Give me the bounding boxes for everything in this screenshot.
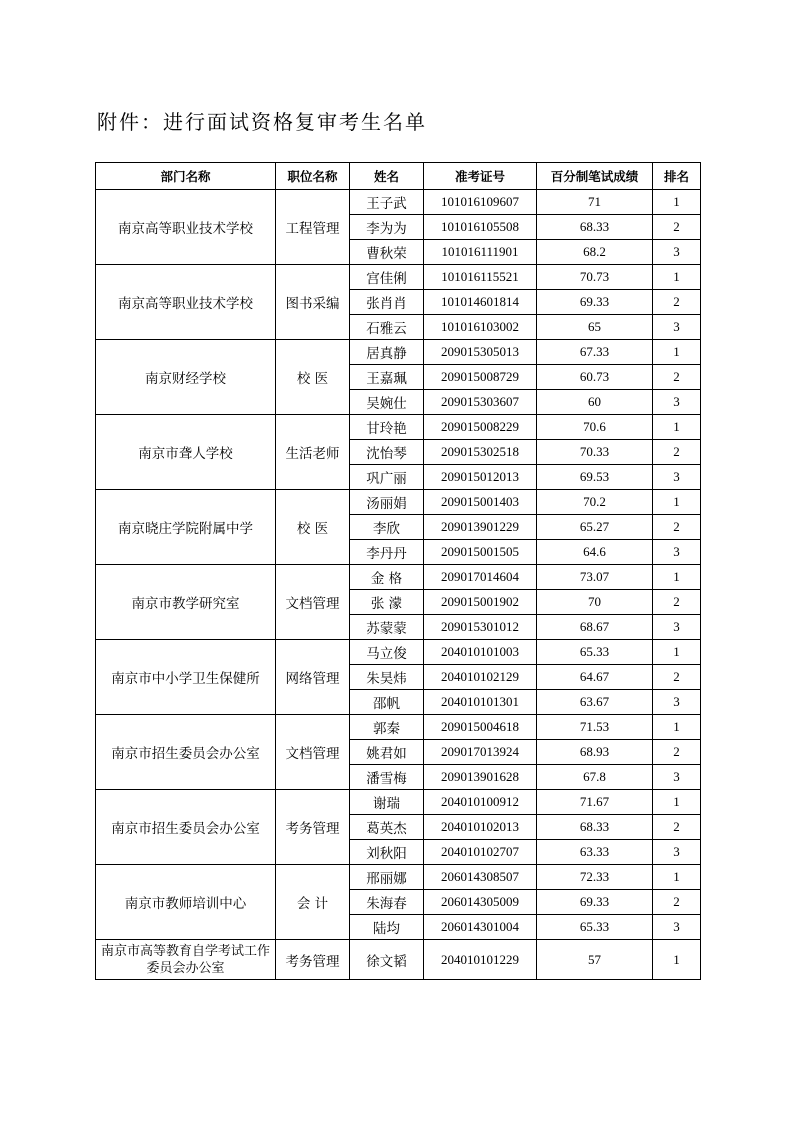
exam-id-cell: 206014305009: [424, 890, 537, 915]
table-row: [96, 190, 701, 215]
rank-cell: 1: [653, 265, 701, 290]
table-row: [96, 565, 701, 590]
rank-cell: 2: [653, 515, 701, 540]
name-cell: 马立俊: [350, 640, 424, 665]
rank-cell: 3: [653, 690, 701, 715]
exam-id-cell: 209015008229: [424, 415, 537, 440]
name-cell: 葛英杰: [350, 815, 424, 840]
header-score: 百分制笔试成绩: [537, 163, 653, 190]
score-cell: 69.53: [537, 465, 653, 490]
position-cell: 校 医: [276, 340, 350, 415]
dept-cell: 南京高等职业技术学校: [96, 265, 276, 340]
score-cell: 65.27: [537, 515, 653, 540]
name-cell: 潘雪梅: [350, 765, 424, 790]
table-row: [96, 340, 701, 365]
rank-cell: 2: [653, 740, 701, 765]
table-row: [96, 640, 701, 665]
name-cell: 朱海春: [350, 890, 424, 915]
position-cell: 会 计: [276, 865, 350, 940]
table-row: [96, 865, 701, 890]
score-cell: 68.93: [537, 740, 653, 765]
exam-id-cell: 206014301004: [424, 915, 537, 940]
score-cell: 68.33: [537, 215, 653, 240]
score-cell: 65.33: [537, 915, 653, 940]
table-row: [96, 715, 701, 740]
name-cell: 邵帆: [350, 690, 424, 715]
rank-cell: 3: [653, 540, 701, 565]
exam-id-cell: 204010102129: [424, 665, 537, 690]
score-cell: 68.33: [537, 815, 653, 840]
position-cell: 文档管理: [276, 565, 350, 640]
exam-id-cell: 204010100912: [424, 790, 537, 815]
score-cell: 60.73: [537, 365, 653, 390]
dept-cell: 南京市聋人学校: [96, 415, 276, 490]
rank-cell: 3: [653, 240, 701, 265]
dept-cell: 南京市教师培训中心: [96, 865, 276, 940]
name-cell: 石雅云: [350, 315, 424, 340]
exam-id-cell: 209015008729: [424, 365, 537, 390]
name-cell: 王嘉珮: [350, 365, 424, 390]
dept-cell: 南京市招生委员会办公室: [96, 715, 276, 790]
rank-cell: 2: [653, 665, 701, 690]
score-cell: 70.6: [537, 415, 653, 440]
name-cell: 汤丽娟: [350, 490, 424, 515]
score-cell: 71.53: [537, 715, 653, 740]
exam-id-cell: 209015012013: [424, 465, 537, 490]
table-body: [96, 190, 701, 980]
position-cell: 校 医: [276, 490, 350, 565]
exam-id-cell: 209013901229: [424, 515, 537, 540]
exam-id-cell: 204010102013: [424, 815, 537, 840]
header-rank: 排名: [653, 163, 701, 190]
position-cell: 考务管理: [276, 940, 350, 980]
position-cell: 考务管理: [276, 790, 350, 865]
score-cell: 73.07: [537, 565, 653, 590]
dept-cell: 南京市教学研究室: [96, 565, 276, 640]
name-cell: 张 濛: [350, 590, 424, 615]
rank-cell: 2: [653, 890, 701, 915]
header-position: 职位名称: [276, 163, 350, 190]
rank-cell: 3: [653, 840, 701, 865]
table-row: [96, 490, 701, 515]
score-cell: 67.8: [537, 765, 653, 790]
header-exam-id: 准考证号: [424, 163, 537, 190]
rank-cell: 2: [653, 815, 701, 840]
name-cell: 谢瑞: [350, 790, 424, 815]
exam-id-cell: 209015001505: [424, 540, 537, 565]
rank-cell: 2: [653, 290, 701, 315]
position-cell: 图书采编: [276, 265, 350, 340]
score-cell: 64.6: [537, 540, 653, 565]
exam-id-cell: 204010101003: [424, 640, 537, 665]
header-name: 姓名: [350, 163, 424, 190]
name-cell: 朱昊炜: [350, 665, 424, 690]
rank-cell: 1: [653, 490, 701, 515]
name-cell: 王子武: [350, 190, 424, 215]
exam-id-cell: 209015302518: [424, 440, 537, 465]
name-cell: 刘秋阳: [350, 840, 424, 865]
name-cell: 邢丽娜: [350, 865, 424, 890]
score-cell: 68.2: [537, 240, 653, 265]
exam-id-cell: 209017014604: [424, 565, 537, 590]
rank-cell: 2: [653, 215, 701, 240]
table-row: [96, 415, 701, 440]
score-cell: 65.33: [537, 640, 653, 665]
rank-cell: 2: [653, 590, 701, 615]
rank-cell: 1: [653, 415, 701, 440]
rank-cell: 3: [653, 465, 701, 490]
rank-cell: 3: [653, 915, 701, 940]
score-cell: 65: [537, 315, 653, 340]
table-row: [96, 790, 701, 815]
rank-cell: 1: [653, 865, 701, 890]
name-cell: 徐文韬: [350, 940, 424, 980]
dept-cell: 南京晓庄学院附属中学: [96, 490, 276, 565]
exam-id-cell: 209015004618: [424, 715, 537, 740]
rank-cell: 3: [653, 315, 701, 340]
name-cell: 沈怡琴: [350, 440, 424, 465]
score-cell: 63.67: [537, 690, 653, 715]
score-cell: 57: [537, 940, 653, 980]
score-cell: 63.33: [537, 840, 653, 865]
exam-id-cell: 101016111901: [424, 240, 537, 265]
score-cell: 70.2: [537, 490, 653, 515]
name-cell: 巩广丽: [350, 465, 424, 490]
score-cell: 71.67: [537, 790, 653, 815]
exam-id-cell: 204010101229: [424, 940, 537, 980]
exam-id-cell: 101014601814: [424, 290, 537, 315]
name-cell: 陆均: [350, 915, 424, 940]
score-cell: 69.33: [537, 290, 653, 315]
name-cell: 郭秦: [350, 715, 424, 740]
name-cell: 张肖肖: [350, 290, 424, 315]
score-cell: 70: [537, 590, 653, 615]
dept-cell: 南京市中小学卫生保健所: [96, 640, 276, 715]
name-cell: 吴婉仕: [350, 390, 424, 415]
header-dept: 部门名称: [96, 163, 276, 190]
exam-id-cell: 204010102707: [424, 840, 537, 865]
exam-id-cell: 204010101301: [424, 690, 537, 715]
dept-cell: 南京财经学校: [96, 340, 276, 415]
rank-cell: 1: [653, 340, 701, 365]
exam-id-cell: 209013901628: [424, 765, 537, 790]
exam-id-cell: 209015303607: [424, 390, 537, 415]
rank-cell: 1: [653, 940, 701, 980]
name-cell: 甘玲艳: [350, 415, 424, 440]
dept-cell: 南京市招生委员会办公室: [96, 790, 276, 865]
rank-cell: 1: [653, 640, 701, 665]
exam-id-cell: 209015305013: [424, 340, 537, 365]
exam-id-cell: 206014308507: [424, 865, 537, 890]
exam-id-cell: 101016115521: [424, 265, 537, 290]
table-row: [96, 940, 701, 980]
table-header-row: [96, 163, 701, 190]
score-cell: 60: [537, 390, 653, 415]
rank-cell: 1: [653, 790, 701, 815]
name-cell: 宫佳俐: [350, 265, 424, 290]
exam-id-cell: 209015001403: [424, 490, 537, 515]
rank-cell: 2: [653, 365, 701, 390]
name-cell: 曹秋荣: [350, 240, 424, 265]
candidate-table: [95, 162, 701, 980]
name-cell: 居真静: [350, 340, 424, 365]
score-cell: 70.33: [537, 440, 653, 465]
exam-id-cell: 209015301012: [424, 615, 537, 640]
exam-id-cell: 209015001902: [424, 590, 537, 615]
rank-cell: 1: [653, 715, 701, 740]
score-cell: 70.73: [537, 265, 653, 290]
name-cell: 金 格: [350, 565, 424, 590]
name-cell: 李欣: [350, 515, 424, 540]
position-cell: 网络管理: [276, 640, 350, 715]
rank-cell: 3: [653, 765, 701, 790]
rank-cell: 2: [653, 440, 701, 465]
position-cell: 工程管理: [276, 190, 350, 265]
score-cell: 71: [537, 190, 653, 215]
exam-id-cell: 101016109607: [424, 190, 537, 215]
table-row: [96, 265, 701, 290]
position-cell: 文档管理: [276, 715, 350, 790]
rank-cell: 1: [653, 190, 701, 215]
name-cell: 苏蒙蒙: [350, 615, 424, 640]
exam-id-cell: 209017013924: [424, 740, 537, 765]
dept-cell: 南京市高等教育自学考试工作委员会办公室: [96, 940, 276, 980]
rank-cell: 3: [653, 390, 701, 415]
score-cell: 69.33: [537, 890, 653, 915]
name-cell: 李为为: [350, 215, 424, 240]
name-cell: 姚君如: [350, 740, 424, 765]
rank-cell: 3: [653, 615, 701, 640]
exam-id-cell: 101016105508: [424, 215, 537, 240]
position-cell: 生活老师: [276, 415, 350, 490]
exam-id-cell: 101016103002: [424, 315, 537, 340]
page-title: 附件：进行面试资格复审考生名单: [97, 110, 427, 134]
dept-cell: 南京高等职业技术学校: [96, 190, 276, 265]
score-cell: 68.67: [537, 615, 653, 640]
score-cell: 67.33: [537, 340, 653, 365]
rank-cell: 1: [653, 565, 701, 590]
name-cell: 李丹丹: [350, 540, 424, 565]
score-cell: 72.33: [537, 865, 653, 890]
score-cell: 64.67: [537, 665, 653, 690]
